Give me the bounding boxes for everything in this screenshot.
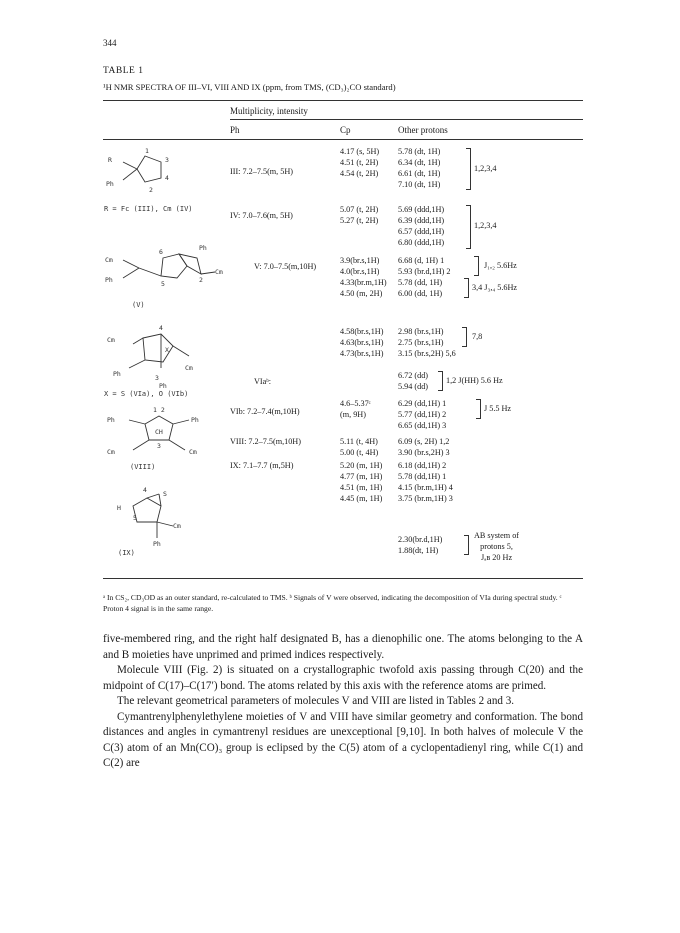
page-number: 344 [103, 38, 117, 48]
other-value: 5.78 (dt, 1H) [398, 147, 441, 156]
cp-value: 4.58(br.s,1H) [340, 327, 384, 336]
svg-text:Cm: Cm [215, 268, 223, 276]
svg-text:6: 6 [159, 248, 163, 256]
other-value: 7.10 (dt, 1H) [398, 180, 441, 189]
brace [464, 535, 469, 555]
row-IV-other [398, 204, 444, 248]
row-VIa-ph: VIaᵇ: [254, 377, 272, 386]
other-value: 6.18 (dd,1H) 2 [398, 461, 447, 470]
svg-text:2: 2 [199, 276, 203, 284]
svg-text:S: S [163, 490, 167, 498]
note-line: Jₐʙ 20 Hz [480, 553, 513, 562]
row-III-cp [340, 146, 379, 179]
row-V-note2: 3,4 J₃,₄ 5.6Hz [472, 283, 518, 292]
table-bottom-rule [103, 578, 583, 579]
svg-text:Cm: Cm [173, 522, 181, 530]
structure-III-IV [103, 144, 193, 200]
other-value: 5.78 (dd,1H) 1 [398, 472, 447, 481]
paragraph: five-membered ring, and the right half designated B, has a dienophilic one. The atoms belonging to the A and B moieties have unprimed and primed indices respectively. [103, 633, 583, 661]
svg-text:Cm: Cm [107, 448, 115, 456]
svg-text:5: 5 [161, 280, 165, 288]
other-value: 6.61 (dt, 1H) [398, 169, 441, 178]
paragraph: Molecule VIII (Fig. 2) is situated on a crystallographic twofold axis passing through C(20) and the midpoint of C(17)–C(17′) bond. The atoms related by this axis with the reference atoms are primed. [103, 664, 583, 692]
cp-value: 4.77 (m, 1H) [340, 472, 383, 481]
svg-text:4: 4 [159, 324, 163, 332]
header-rule [103, 139, 583, 140]
svg-text:Ph: Ph [107, 416, 115, 424]
structure-VI [103, 322, 213, 392]
cp-value: 3.9(br.s,1H) [340, 256, 380, 265]
cp-value: 5.00 (t, 4H) [340, 448, 379, 457]
row-VIa-note: 1,2 J(HH) 5.6 Hz [446, 376, 503, 385]
other-value: 2.75 (br.s,1H) [398, 338, 444, 347]
cp-value: 4.45 (m, 1H) [340, 494, 383, 503]
cp-value: 4.17 (s, 5H) [340, 147, 380, 156]
cp-value: 4.33(br.m,1H) [340, 278, 387, 287]
cp-value: 4.73(br.s,1H) [340, 349, 384, 358]
svg-text:5: 5 [133, 514, 137, 522]
structure-label-VI: X = S (VIa), O (VIb) [104, 390, 189, 398]
other-value: 3.75 (br.m,1H) 3 [398, 494, 453, 503]
row-IX-ab-note [474, 530, 519, 563]
other-value: 2.98 (br.s,1H) [398, 327, 444, 336]
row-III-note: 1,2,3,4 [474, 164, 497, 173]
row-VIb-note: J 5.5 Hz [484, 404, 512, 413]
cp-value: (m, 9H) [340, 410, 366, 419]
other-value: 2.30(br.d,1H) [398, 535, 443, 544]
row-V-other [398, 255, 451, 299]
other-value: 3.90 (br.s,2H) 3 [398, 448, 450, 457]
svg-text:4: 4 [143, 486, 147, 494]
svg-text:3: 3 [155, 374, 159, 382]
other-value: 5.69 (ddd,1H) [398, 205, 445, 214]
other-value: 6.65 (dd,1H) 3 [398, 421, 447, 430]
svg-text:Cm: Cm [189, 448, 197, 456]
svg-text:H: H [117, 504, 121, 512]
structure-VIII [103, 402, 223, 466]
cp-value: 4.6–5.37ᶜ [340, 399, 371, 408]
other-value: 6.72 (dd) [398, 371, 429, 380]
structure-V [103, 244, 233, 300]
structure-label-V: (V) [132, 301, 145, 309]
structure-label-III-IV: R = Fc (III), Cm (IV) [104, 205, 193, 213]
row-VIb-other [398, 398, 446, 431]
row-VIa-other [398, 370, 428, 392]
row-IX-ab-other [398, 534, 442, 556]
cp-value: 5.11 (t, 4H) [340, 437, 378, 446]
row-IV-ph: IV: 7.0–7.6(m, 5H) [230, 211, 293, 220]
row-IX-other [398, 460, 453, 504]
brace [466, 148, 471, 190]
cp-value: 4.51 (m, 1H) [340, 483, 383, 492]
other-value: 6.29 (dd,1H) 1 [398, 399, 447, 408]
brace [474, 256, 479, 276]
other-value: 6.57 (ddd,1H) [398, 227, 445, 236]
note-line: protons 5, [480, 542, 513, 551]
svg-text:3: 3 [157, 442, 161, 450]
row-VI-note: 7,8 [472, 332, 483, 341]
other-value: 4.15 (br.m,1H) 4 [398, 483, 453, 492]
other-value: 6.68 (d, 1H) 1 [398, 256, 445, 265]
svg-text:4: 4 [165, 174, 169, 182]
row-V-note1: J₁,₂ 5.6Hz [484, 261, 517, 270]
structure-IX [103, 480, 213, 550]
row-V-ph: V: 7.0–7.5(m,10H) [254, 262, 317, 271]
svg-text:X: X [165, 346, 169, 354]
structure-label-VIII: (VIII) [130, 463, 156, 471]
brace [466, 205, 471, 249]
row-VIb-cp [340, 398, 371, 420]
table-top-rule [103, 100, 583, 101]
svg-text:Ph: Ph [153, 540, 161, 548]
other-value: 5.77 (dd,1H) 2 [398, 410, 447, 419]
cp-value: 4.50 (m, 2H) [340, 289, 383, 298]
table-label: TABLE 1 [103, 66, 144, 76]
other-value: 6.80 (ddd,1H) [398, 238, 445, 247]
svg-text:3: 3 [165, 156, 169, 164]
body-text [103, 632, 583, 772]
svg-text:Ph: Ph [106, 180, 114, 188]
other-value: 6.34 (dt, 1H) [398, 158, 441, 167]
row-IV-cp [340, 204, 378, 226]
header-group-rule [230, 119, 583, 120]
row-VI-cp [340, 326, 383, 359]
svg-text:Ph: Ph [199, 244, 207, 252]
svg-text:Cm: Cm [185, 364, 193, 372]
row-VIb-ph: VIb: 7.2–7.4(m,10H) [230, 407, 300, 416]
other-value: 6.00 (dd, 1H) [398, 289, 443, 298]
row-IX-ph: IX: 7.1–7.7 (m,5H) [230, 461, 294, 470]
cp-value: 4.51 (t, 2H) [340, 158, 379, 167]
col-other: Other protons [398, 125, 448, 135]
other-value: 5.78 (dd, 1H) [398, 278, 443, 287]
paragraph: The relevant geometrical parameters of molecules V and VIII are listed in Tables 2 and 3. [117, 695, 515, 707]
cp-value: 4.0(br.s,1H) [340, 267, 380, 276]
svg-text:Ph: Ph [191, 416, 199, 424]
cp-value: 5.20 (m, 1H) [340, 461, 383, 470]
other-value: 5.93 (br.d,1H) 2 [398, 267, 451, 276]
col-cp: Cp [340, 125, 351, 135]
brace [438, 371, 443, 391]
svg-text:Cm: Cm [105, 256, 113, 264]
row-IV-note: 1,2,3,4 [474, 221, 497, 230]
other-value: 6.09 (s, 2H) 1,2 [398, 437, 450, 446]
svg-text:1: 1 [145, 147, 149, 155]
cp-value: 4.63(br.s,1H) [340, 338, 384, 347]
brace [462, 327, 467, 347]
cp-value: 4.54 (t, 2H) [340, 169, 379, 178]
svg-text:Ph: Ph [159, 382, 167, 390]
svg-text:Ph: Ph [105, 276, 113, 284]
brace [476, 399, 481, 419]
svg-text:2: 2 [149, 186, 153, 194]
other-value: 1.88(dt, 1H) [398, 546, 439, 555]
row-IX-cp [340, 460, 382, 504]
header-group: Multiplicity, intensity [230, 106, 308, 116]
svg-text:Cm: Cm [107, 336, 115, 344]
other-value: 3.15 (br.s,2H) 5,6 [398, 349, 456, 358]
svg-text:Ph: Ph [113, 370, 121, 378]
row-III-other [398, 146, 440, 190]
row-VI-other [398, 326, 456, 359]
paragraph: Cymantrenylphenylethylene moieties of V and VIII have similar geometry and conformation. The bond distances and angles in cymantrenyl residues are unexceptional [9,10]. In both halves of molecule V the C(3) atom of an Mn(CO)₃ group is eclipsed by the C(5) atom of a cyclopentadienyl ring, while C(1) and C(2) are [103, 710, 583, 769]
row-VIII-cp [340, 436, 378, 458]
structure-label-IX: (IX) [118, 549, 135, 557]
svg-text:R: R [108, 156, 112, 164]
row-VIII-other [398, 436, 450, 458]
other-value: 6.39 (ddd,1H) [398, 216, 445, 225]
col-ph: Ph [230, 125, 240, 135]
table-footnote: ᵃ In CS₂, CD₃OD as an outer standard, re-calculated to TMS. ᵇ Signals of V were observed, indicating the decomposition of VIa during spectral study. ᶜ Proton 4 signal is in the same range. [103, 593, 562, 613]
cp-value: 5.27 (t, 2H) [340, 216, 379, 225]
table-caption: ¹H NMR SPECTRA OF III–VI, VIII AND IX (ppm, from TMS, (CD₃)₂CO standard) [103, 82, 396, 92]
brace [464, 278, 469, 298]
cp-value: 5.07 (t, 2H) [340, 205, 379, 214]
row-V-cp [340, 255, 387, 299]
svg-text:CH: CH [155, 428, 163, 436]
svg-text:1 2: 1 2 [153, 406, 165, 414]
note-line: AB system of [474, 531, 520, 540]
row-III-ph: III: 7.2–7.5(m, 5H) [230, 167, 293, 176]
other-value: 5.94 (dd) [398, 382, 429, 391]
row-VIII-ph: VIII: 7.2–7.5(m,10H) [230, 437, 301, 446]
